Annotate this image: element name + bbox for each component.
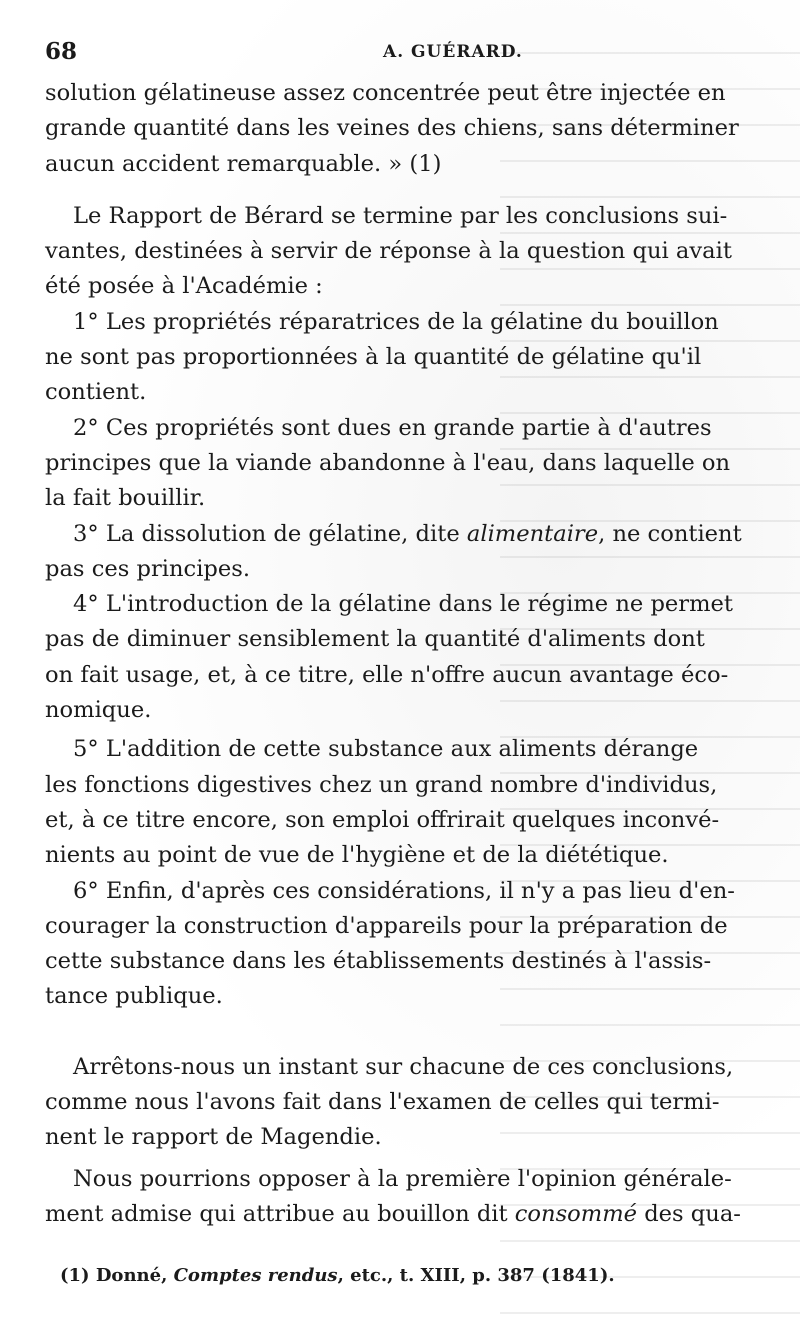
text-line: courager la construction d'appareils pour la préparation de [45,912,728,939]
text-line: et, à ce titre encore, son emploi offrirait quelques inconvé- [45,806,720,833]
text-line [45,1197,760,1232]
paragraph-nous-pourrions [45,1162,760,1233]
text-line: nients au point de vue de l'hygiène et de la diététique. [45,842,669,869]
text-line: contient. [45,379,147,406]
conclusion-1 [45,305,760,411]
body-text [45,76,760,1232]
footnote-reference: , etc., t. XIII, p. 387 (1841). [337,1265,615,1286]
italic-term: consommé [514,1200,638,1227]
text-line: Le Rapport de Bérard se termine par les conclusions sui- [73,202,728,229]
text-fragment: des qua- [637,1200,741,1227]
text-line: comme nous l'avons fait dans l'examen de celles qui termi- [45,1089,720,1116]
paragraph-quote-end [45,76,760,182]
conclusion-3 [45,517,760,588]
page-number: 68 [45,38,78,65]
text-line: tance publique. [45,983,223,1010]
conclusion-4 [45,587,760,728]
text-fragment: ment admise qui attribue au bouillon dit [45,1200,515,1227]
text-line: 1° Les propriétés réparatrices de la gélatine du bouillon [73,308,719,335]
text-line: vantes, destinées à servir de réponse à la question qui avait [45,238,732,265]
text-line: 4° L'introduction de la gélatine dans le régime ne permet [73,591,733,618]
running-head: A. GUÉRARD. [383,42,523,62]
text-line: solution gélatineuse assez concentrée peut être injectée en [45,80,726,106]
text-line: cette substance dans les établissements destinés à l'assis- [45,948,712,975]
text-line: la fait bouillir. [45,485,206,512]
paragraph-arretons [45,1050,760,1156]
text-line: nent le rapport de Magendie. [45,1124,382,1151]
text-line: Nous pourrions opposer à la première l'opinion générale- [73,1165,732,1192]
text-line: les fonctions digestives chez un grand nombre d'individus, [45,771,718,798]
footnote-marker: (1) Donné, [60,1265,174,1286]
footnote-source: Comptes rendus [173,1265,338,1286]
text-line [45,517,760,552]
text-line: 6° Enfin, d'après ces considérations, il n'y a pas lieu d'en- [73,877,735,904]
conclusion-5 [45,732,760,873]
text-line: grande quantité dans les veines des chiens, sans déterminer [45,115,739,142]
text-line: Arrêtons-nous un instant sur chacune de ces conclusions, [73,1053,734,1080]
text-fragment: 3° La dissolution de gélatine, dite [73,520,467,547]
text-line: été posée à l'Académie : [45,273,323,300]
text-fragment: , ne contient [598,520,742,547]
text-line: on fait usage, et, à ce titre, elle n'offre aucun avantage éco- [45,661,729,688]
paragraph-rapport-intro [45,199,760,305]
conclusion-6 [45,874,760,1015]
footnote [60,1265,615,1286]
page-header [45,34,765,68]
text-line: principes que la viande abandonne à l'eau, dans laquelle on [45,449,731,476]
text-line: 5° L'addition de cette substance aux aliments dérange [73,736,699,763]
text-line: pas de diminuer sensiblement la quantité d'aliments dont [45,626,705,653]
italic-term: alimentaire [466,520,599,547]
conclusion-2 [45,411,760,517]
text-line: aucun accident remarquable. » (1) [45,150,442,177]
text-line: nomique. [45,697,152,724]
text-line: 2° Ces propriétés sont dues en grande partie à d'autres [73,414,712,441]
text-line: pas ces principes. [45,555,251,582]
text-line: ne sont pas proportionnées à la quantité de gélatine qu'il [45,344,702,371]
